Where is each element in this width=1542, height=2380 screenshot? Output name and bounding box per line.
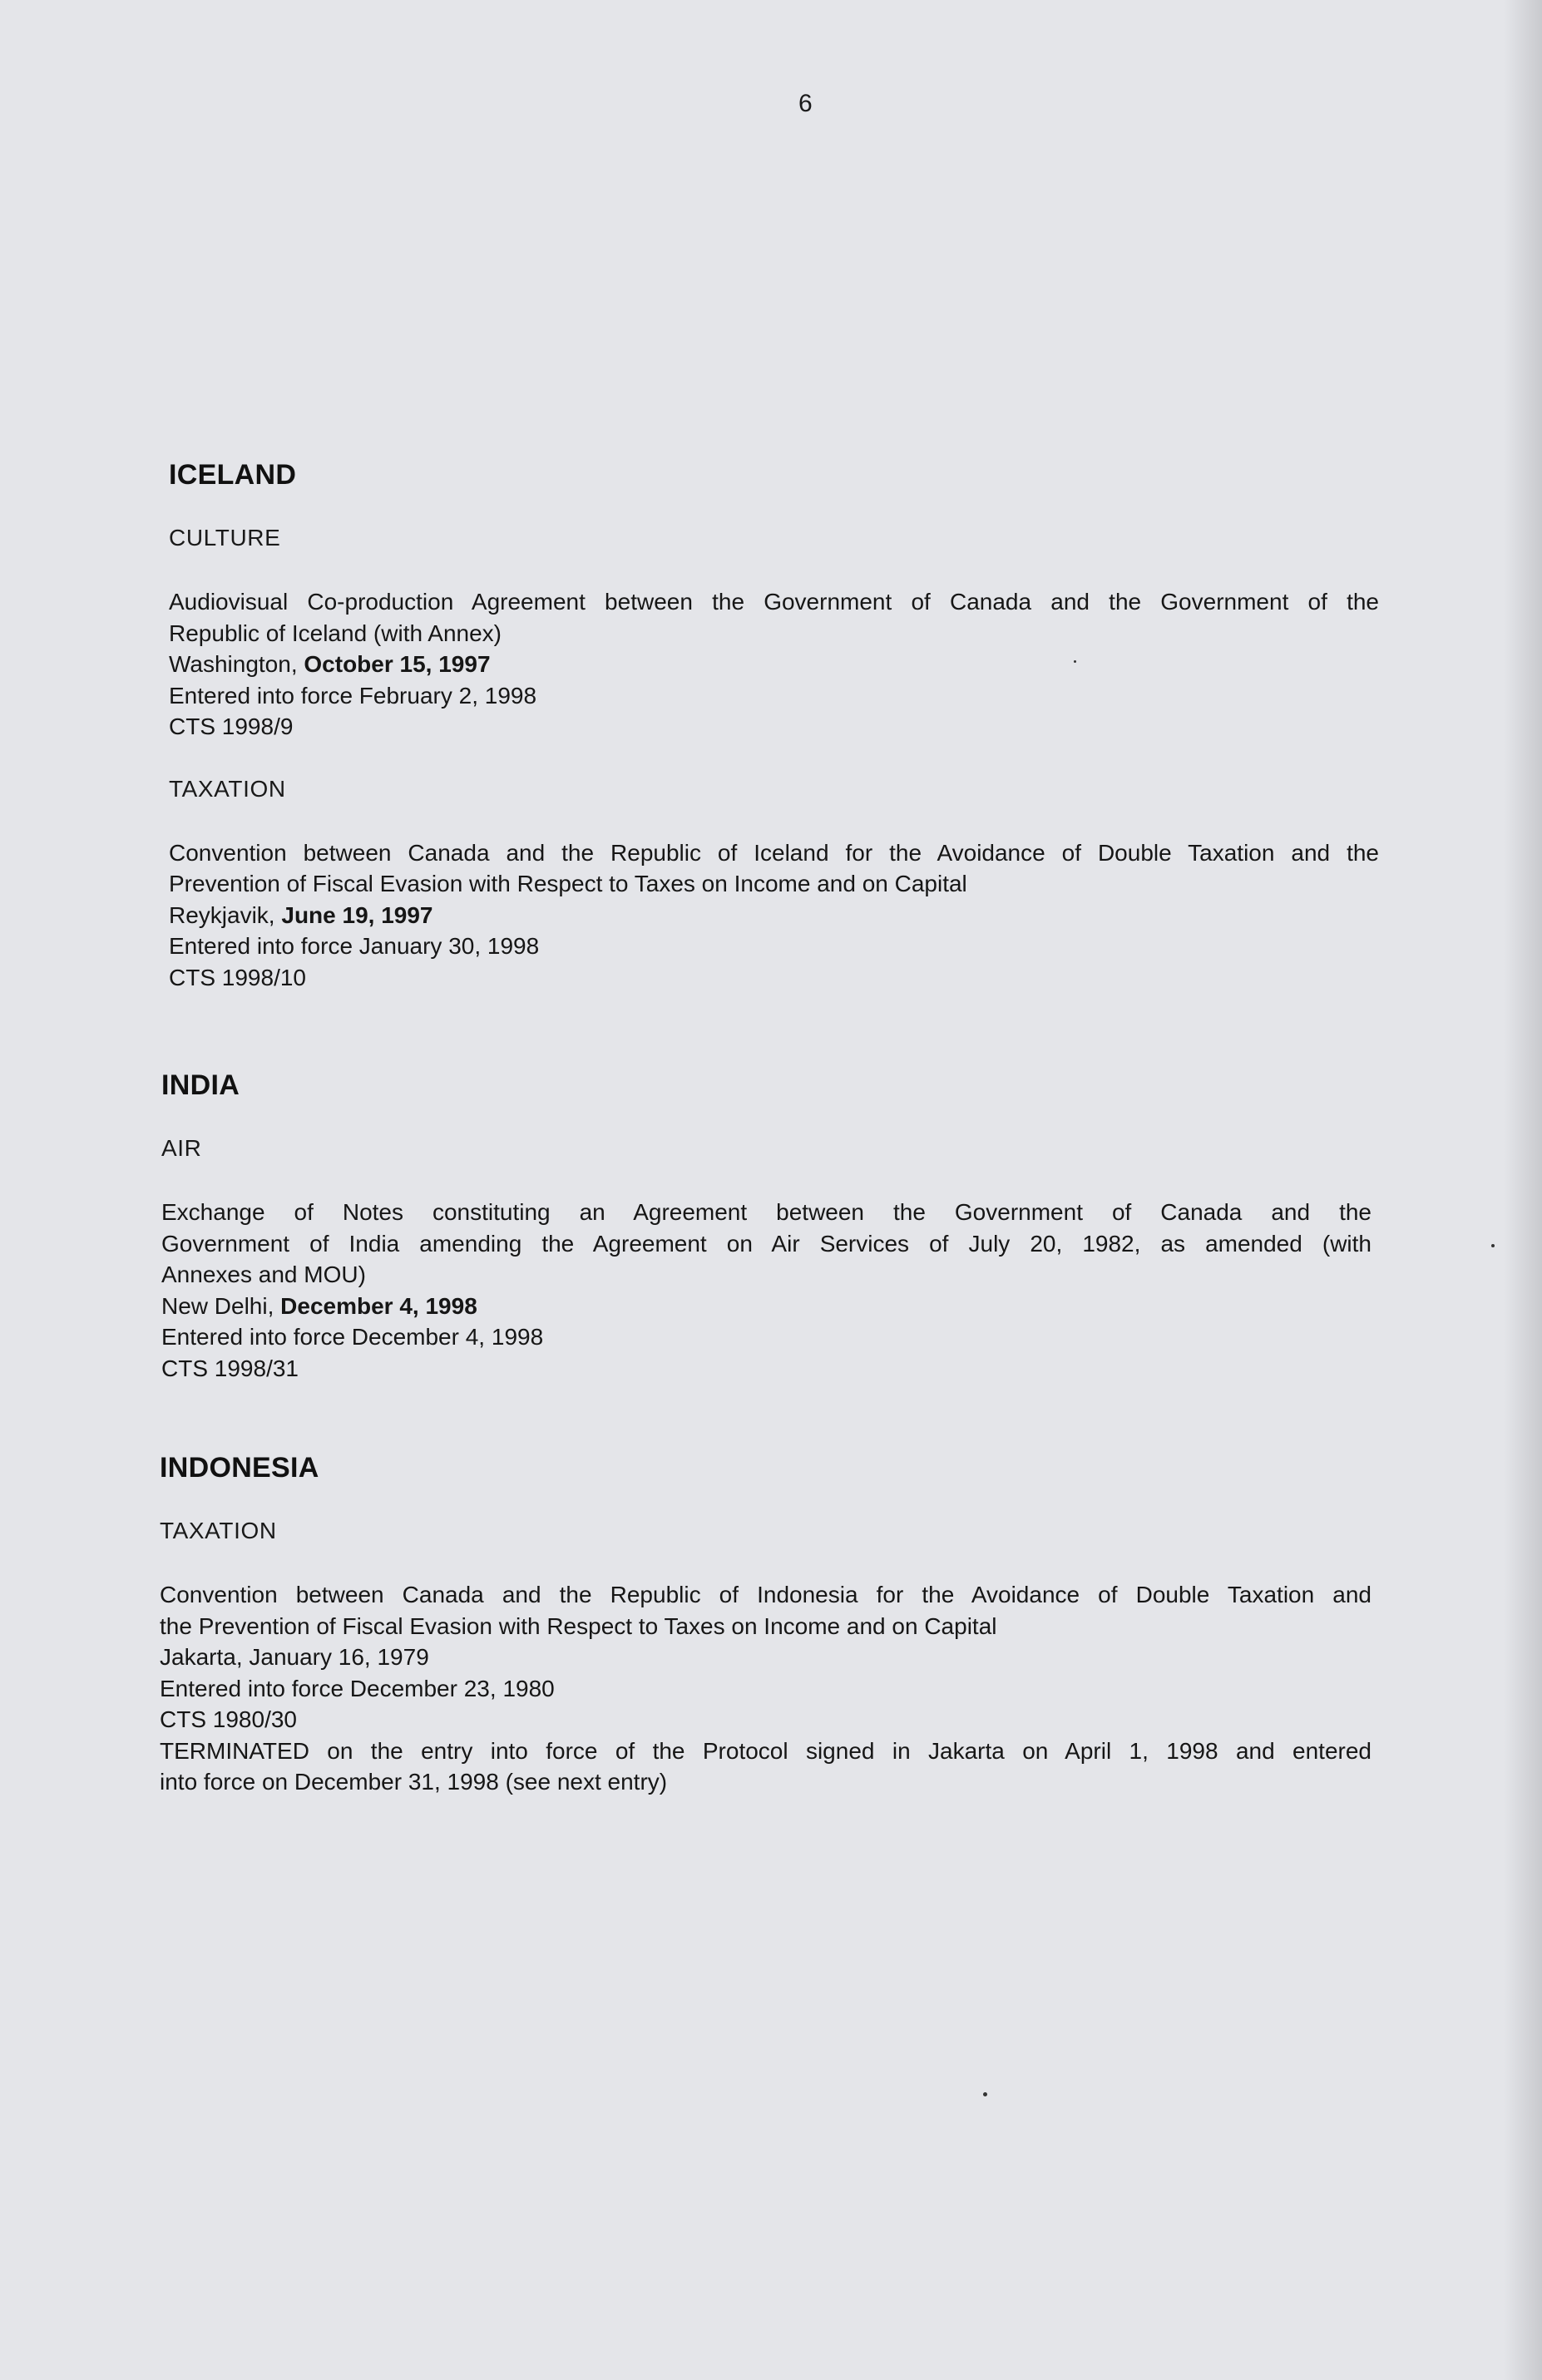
treaty-signing <box>169 649 1379 680</box>
country-heading: INDIA <box>161 1069 240 1101</box>
treaty-in-force: Entered into force December 4, 1998 <box>161 1324 544 1350</box>
treaty-in-force: Entered into force December 23, 1980 <box>160 1675 555 1701</box>
scan-speck <box>1491 1244 1495 1247</box>
treaty-date: October 15, 1997 <box>304 651 491 677</box>
treaty-in-force: Entered into force January 30, 1998 <box>169 933 540 959</box>
treaty-date: December 4, 1998 <box>280 1292 477 1319</box>
treaty-title-line: Government of India amending the Agreement on Air Services of July 20, 1982, as amended (with <box>161 1230 1371 1257</box>
page-edge-shadow <box>1504 0 1542 2380</box>
treaty-title-line: Annexes and MOU) <box>161 1262 366 1287</box>
treaty-termination-line: into force on December 31, 1998 (see next entry) <box>160 1769 668 1795</box>
treaty-entry <box>169 837 1379 994</box>
treaty-cts: CTS 1998/31 <box>161 1355 299 1381</box>
treaty-entry <box>169 586 1379 743</box>
treaty-title-line: Prevention of Fiscal Evasion with Respect to Taxes on Income and on Capital <box>169 871 967 896</box>
treaty-title-line: Convention between Canada and the Republic of Indonesia for the Avoidance of Double Taxation and <box>160 1582 1371 1607</box>
section-india <box>161 1069 1371 1417</box>
treaty-title-line: the Prevention of Fiscal Evasion with Respect to Taxes on Income and on Capital <box>160 1612 997 1639</box>
scan-speck <box>983 2092 987 2096</box>
country-heading: INDONESIA <box>160 1452 319 1484</box>
treaty-title-line: Convention between Canada and the Republic of Iceland for the Avoidance of Double Taxation and the <box>169 839 1379 866</box>
category-heading: AIR <box>161 1135 202 1161</box>
treaty-signing <box>161 1291 1371 1322</box>
treaty-in-force: Entered into force February 2, 1998 <box>169 682 537 709</box>
treaty-place: New Delhi, <box>161 1292 281 1319</box>
section-indonesia <box>160 1452 1371 1831</box>
treaty-place: Reykjavik, <box>169 901 282 928</box>
treaty-title-line: Audiovisual Co-production Agreement between the Government of Canada and the Government of the <box>169 589 1379 615</box>
treaty-title-line: Republic of Iceland (with Annex) <box>169 620 502 646</box>
category-heading: TAXATION <box>169 775 286 802</box>
treaty-cts: CTS 1980/30 <box>160 1706 297 1732</box>
treaty-cts: CTS 1998/9 <box>169 714 294 739</box>
section-iceland <box>169 459 1379 1026</box>
treaty-place: Washington, <box>169 651 304 677</box>
treaty-cts: CTS 1998/10 <box>169 964 306 990</box>
scan-speck <box>1074 660 1076 663</box>
page-number: 6 <box>798 90 813 117</box>
category-heading: TAXATION <box>160 1518 277 1543</box>
treaty-termination-line: TERMINATED on the entry into force of the Protocol signed in Jakarta on April 1, 1998 and entered <box>160 1737 1371 1764</box>
treaty-signing: Jakarta, January 16, 1979 <box>160 1644 429 1670</box>
category-heading: CULTURE <box>169 525 281 551</box>
treaty-title-line: Exchange of Notes constituting an Agreement between the Government of Canada and the <box>161 1199 1371 1225</box>
treaty-entry <box>160 1579 1371 1798</box>
treaty-date: June 19, 1997 <box>281 901 433 928</box>
treaty-signing <box>169 900 1379 931</box>
country-heading: ICELAND <box>169 459 297 491</box>
treaty-entry <box>161 1197 1371 1384</box>
